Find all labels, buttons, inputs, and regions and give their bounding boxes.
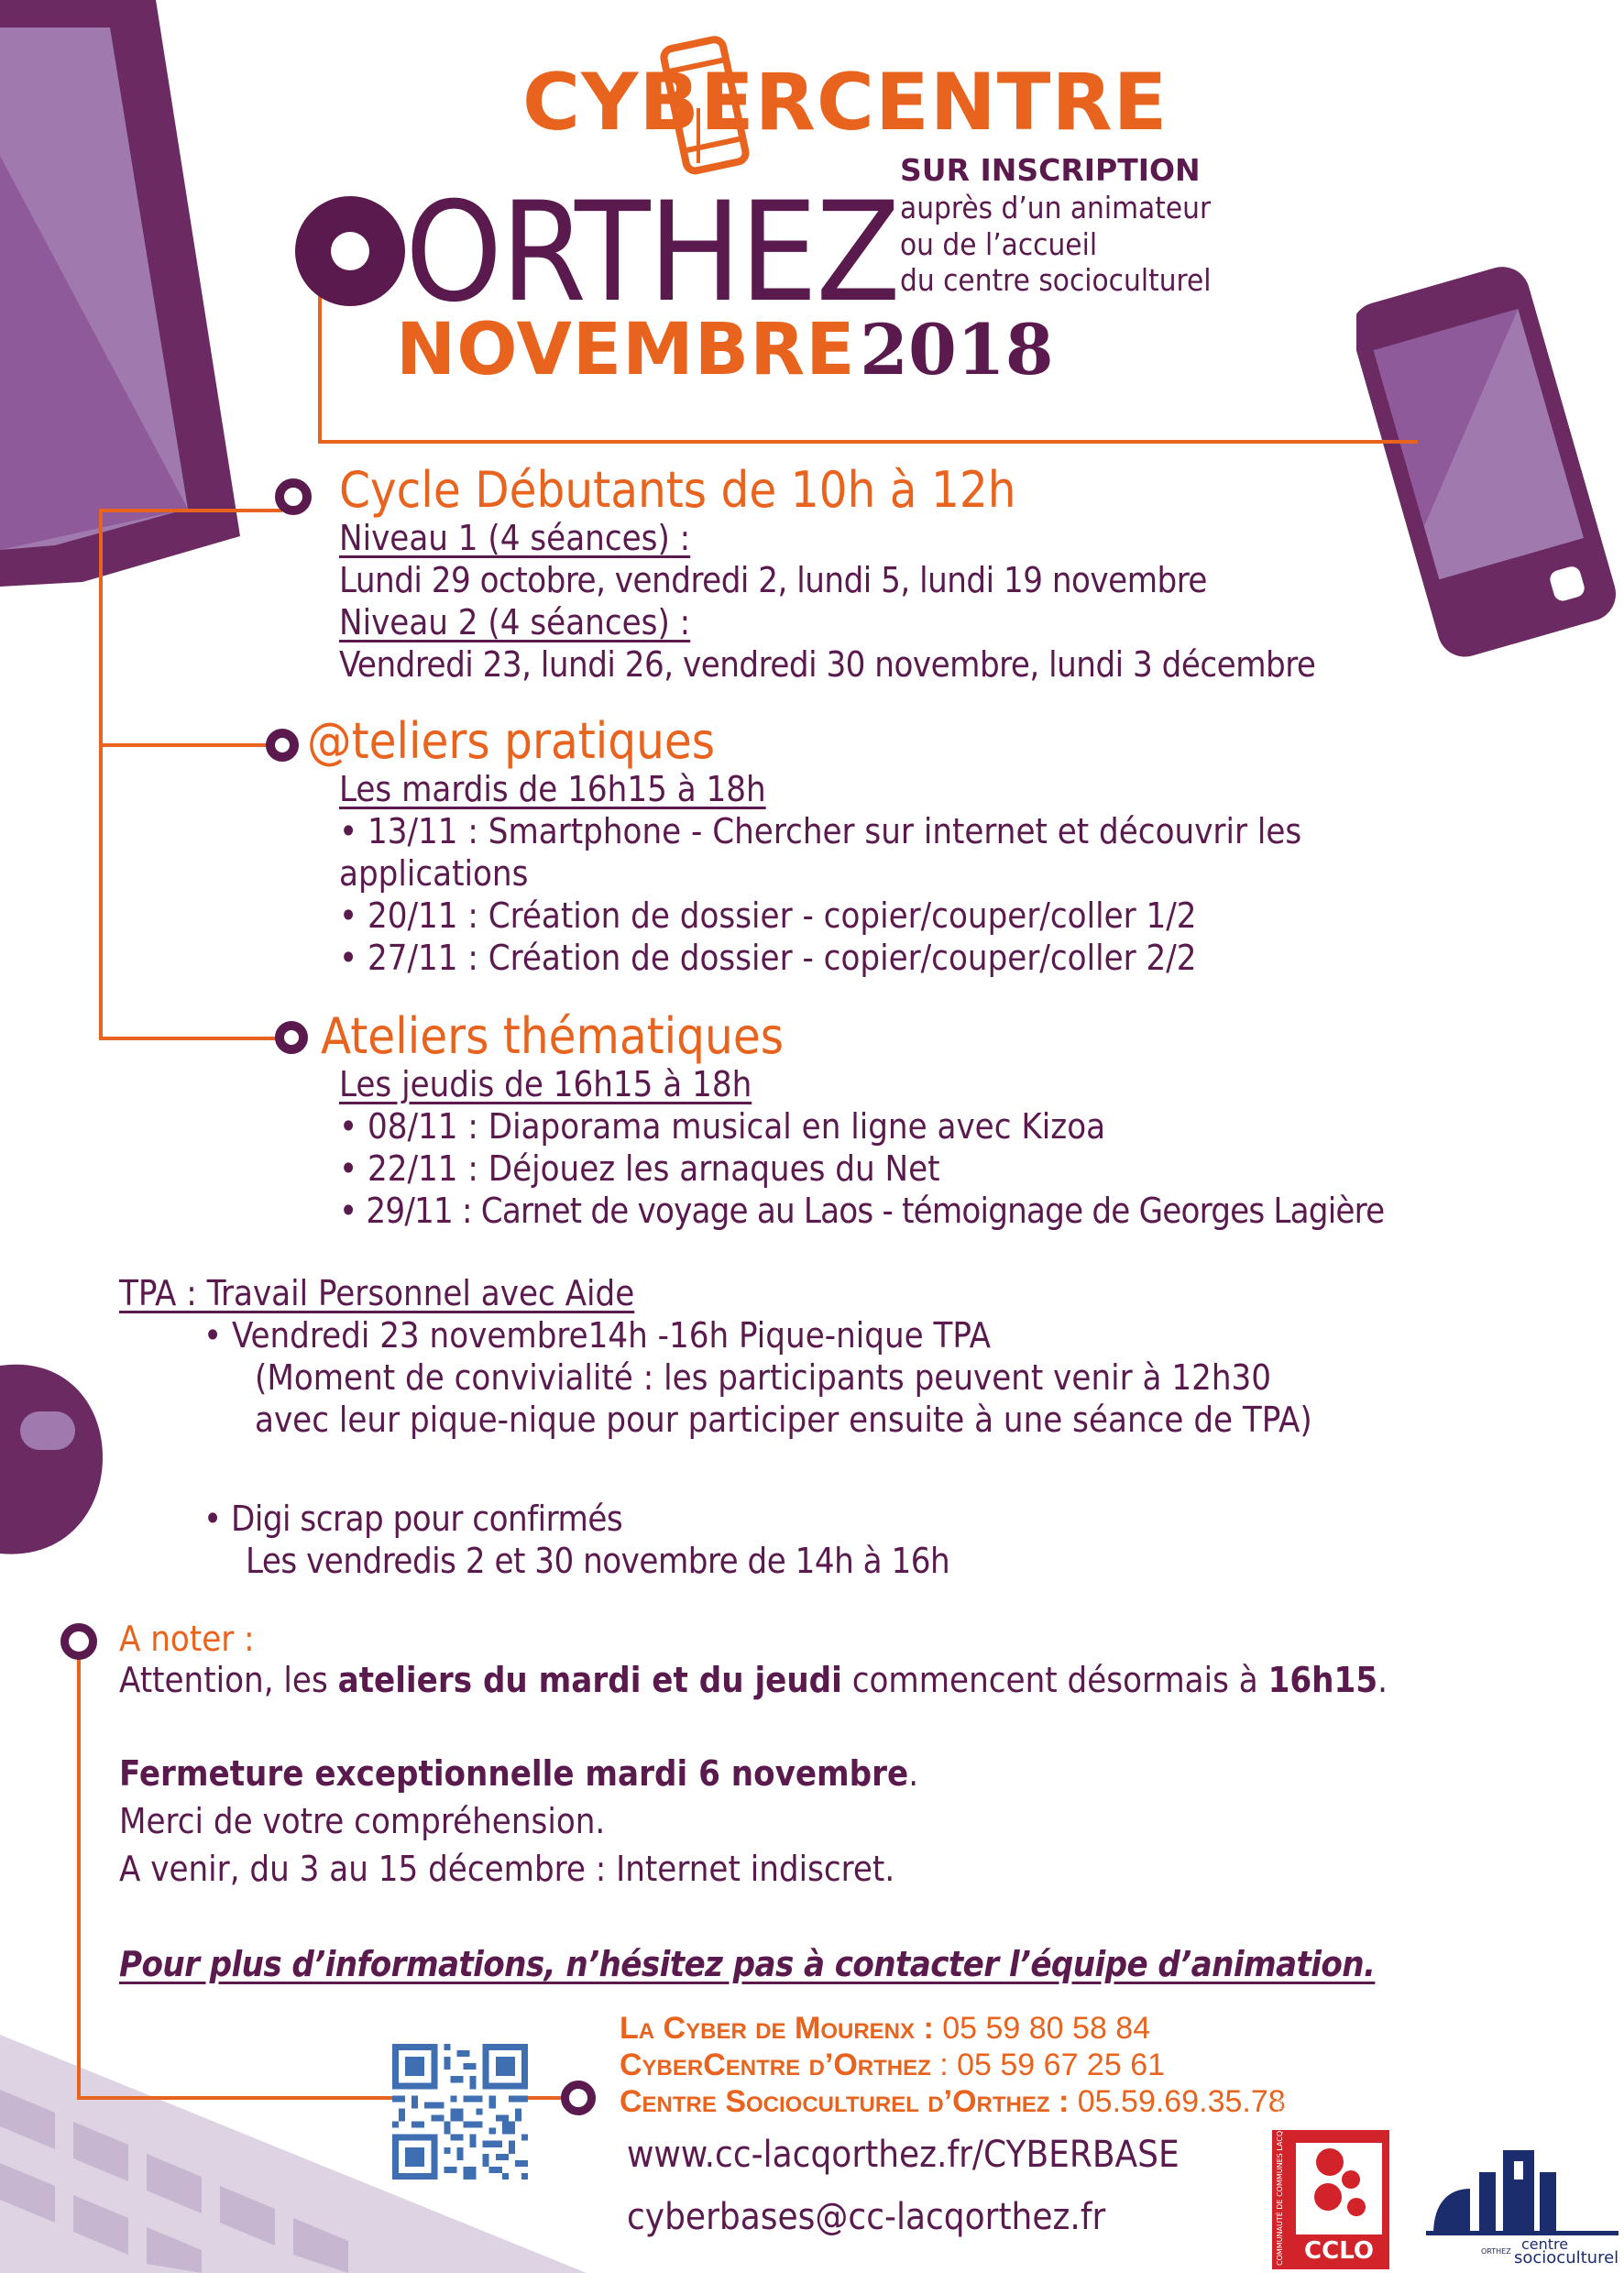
timeline-connector-2 xyxy=(99,743,273,747)
contact-cybercentre-orthez xyxy=(620,2048,1165,2083)
cycle-level2-dates: Vendredi 23, lundi 26, vendredi 30 novembre, lundi 3 décembre xyxy=(339,644,1316,685)
decorative-tablet-graphic xyxy=(0,0,266,587)
contact-mourenx xyxy=(620,2011,1150,2047)
cycle-level1-dates: Lundi 29 octobre, vendredi 2, lundi 5, lundi 19 novembre xyxy=(339,560,1207,600)
contact-name: Centre Socioculturel d’Orthez : xyxy=(620,2084,1070,2119)
castle-tower-icon xyxy=(1426,2145,1619,2236)
contact-phone: : 05 59 67 25 61 xyxy=(930,2048,1166,2082)
tpa-note-line-1: (Moment de convivialité : les participants peuvent venir à 12h30 xyxy=(255,1357,1271,1398)
cycle-level2-label: Niveau 2 (4 séances) : xyxy=(339,602,691,642)
thanks-text: Merci de votre compréhension. xyxy=(119,1801,606,1841)
qr-code[interactable] xyxy=(392,2044,528,2180)
tpa-item: • Vendredi 23 novembre14h -16h Pique-nique TPA xyxy=(203,1315,991,1356)
year-label: 2018 xyxy=(860,309,1054,390)
attention-part: commencent désormais à xyxy=(841,1660,1268,1700)
closure-text xyxy=(119,1752,918,1795)
notes-bullet-icon xyxy=(60,1623,97,1660)
thematiques-item: • 29/11 : Carnet de voyage au Laos - témoignage de Georges Lagière xyxy=(339,1191,1385,1231)
contact-centre-socioculturel xyxy=(620,2084,1286,2120)
timeline-connector-3 xyxy=(99,1037,277,1040)
thematiques-item: • 08/11 : Diaporama musical en ligne avec Kizoa xyxy=(339,1106,1106,1147)
attention-text xyxy=(119,1659,1388,1701)
pratiques-item: • 20/11 : Création de dossier - copier/couper/coller 1/2 xyxy=(339,895,1197,936)
attention-bold-time: 16h15 xyxy=(1267,1660,1378,1700)
pratiques-item: • 27/11 : Création de dossier - copier/couper/coller 2/2 xyxy=(339,938,1197,978)
centre-socioculturel-logo xyxy=(1426,2145,1619,2268)
cybercentre-title: CYBERCENTRE xyxy=(522,57,1169,148)
tpa-title: TPA : Travail Personnel avec Aide xyxy=(119,1273,635,1313)
digiscrap-title: • Digi scrap pour confirmés xyxy=(203,1499,623,1539)
notes-vertical-line xyxy=(77,1655,81,2100)
month-year-title xyxy=(396,304,1054,415)
thematiques-schedule: Les jeudis de 16h15 à 18h xyxy=(339,1064,752,1104)
email-link[interactable]: cyberbases@cc-lacqorthez.fr xyxy=(627,2196,1106,2238)
inscription-title: SUR INSCRIPTION xyxy=(900,152,1201,188)
centre-logo-side-text: ORTHEZ xyxy=(1481,2247,1511,2256)
closure-end: . xyxy=(908,1753,919,1794)
cclo-logo-text: CCLO xyxy=(1304,2237,1374,2265)
pratiques-schedule: Les mardis de 16h15 à 18h xyxy=(339,769,766,809)
timeline-vertical-line xyxy=(99,509,103,1037)
cycle-title: Cycle Débutants de 10h à 12h xyxy=(339,461,1016,519)
thematiques-item: • 22/11 : Déjouez les arnaques du Net xyxy=(339,1148,940,1189)
tpa-note-line-2: avec leur pique-nique pour participer ensuite à une séance de TPA) xyxy=(255,1400,1312,1440)
inscription-line-1: auprès d’un animateur xyxy=(900,190,1212,225)
pratiques-bullet-icon xyxy=(266,729,299,762)
pratiques-item: • 13/11 : Smartphone - Chercher sur internet et découvrir les xyxy=(339,811,1302,851)
closure-bold: Fermeture exceptionnelle mardi 6 novembre xyxy=(119,1753,909,1794)
centre-logo-text: socioculturel xyxy=(1514,2248,1619,2268)
cycle-bullet-icon xyxy=(275,478,312,515)
header-frame-line-bottom xyxy=(318,440,1418,444)
decorative-keyboard-graphic xyxy=(0,1980,623,2273)
orthez-title: ORTHEZ xyxy=(405,173,899,333)
attention-bold-ateliers: ateliers du mardi et du jeudi xyxy=(337,1660,842,1700)
contacts-bullet-icon xyxy=(561,2081,596,2115)
inscription-line-3: du centre socioculturel xyxy=(900,262,1212,298)
cycle-level1-label: Niveau 1 (4 séances) : xyxy=(339,518,691,558)
month-label: NOVEMBRE xyxy=(396,309,856,391)
notes-title: A noter : xyxy=(119,1619,255,1659)
contact-name: La Cyber de Mourenx : xyxy=(620,2011,934,2046)
thematiques-bullet-icon xyxy=(275,1021,308,1054)
pratiques-item: applications xyxy=(339,853,529,894)
decorative-mouse-graphic xyxy=(0,1356,110,1567)
cclo-logo-vertical-text: COMMUNAUTÉ DE COMMUNES LACQ-ORTHEZ xyxy=(1276,2097,1284,2266)
upcoming-text: A venir, du 3 au 15 décembre : Internet indiscret. xyxy=(119,1849,895,1889)
website-link[interactable]: www.cc-lacqorthez.fr/CYBERBASE xyxy=(627,2134,1180,2176)
more-info-text: Pour plus d’informations, n’hésitez pas à contacter l’équipe d’animation. xyxy=(119,1944,1376,1984)
digiscrap-dates: Les vendredis 2 et 30 novembre de 14h à 16h xyxy=(246,1541,950,1581)
contact-name: CyberCentre d’Orthez xyxy=(620,2048,931,2082)
thematiques-title: Ateliers thématiques xyxy=(321,1007,785,1065)
contact-phone: 05 59 80 58 84 xyxy=(933,2011,1151,2046)
attention-part: . xyxy=(1377,1660,1388,1700)
centre-logo-small-text: centre xyxy=(1521,2235,1569,2253)
inscription-line-2: ou de l’accueil xyxy=(900,226,1098,262)
attention-part: Attention, les xyxy=(119,1660,338,1700)
contact-phone: 05.59.69.35.78 xyxy=(1069,2084,1286,2119)
decorative-phone-graphic xyxy=(1356,249,1624,680)
pratiques-title: @teliers pratiques xyxy=(307,712,716,770)
timeline-connector-1 xyxy=(99,509,282,512)
cclo-logo xyxy=(1272,2097,1389,2269)
